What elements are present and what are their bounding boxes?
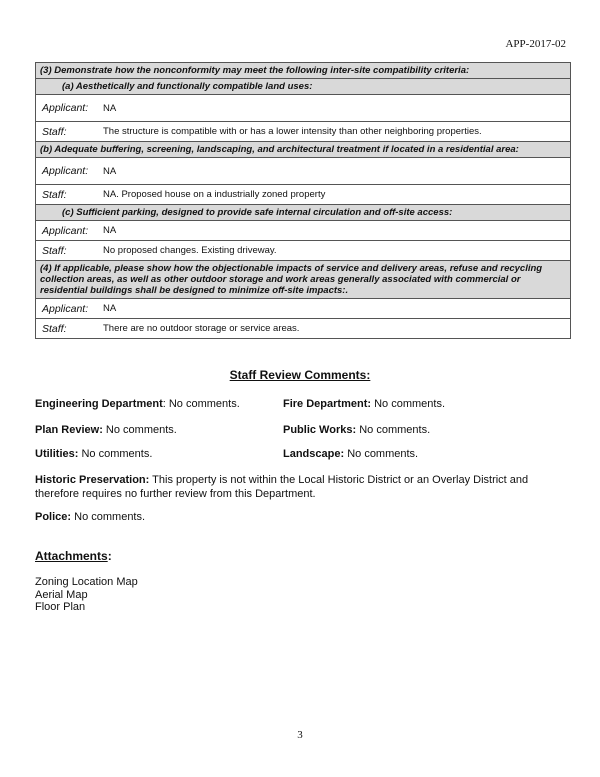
police-comment [35,511,145,523]
applicant-response: NA [103,102,117,114]
applicant-label: Applicant: [42,302,89,315]
utilities-text: No comments. [78,448,153,460]
staff-response: NA. Proposed house on a industrially zoned property [103,189,326,200]
staff-response: There are no outdoor storage or service areas. [103,323,300,334]
page-number: 3 [297,729,303,741]
staff-label: Staff: [42,322,67,335]
criterion-c-header: (c) Sufficient parking, designed to provide safe internal circulation and off-site access: [36,205,571,221]
criterion-b-header: (b) Adequate buffering, screening, landscaping, and architectural treatment if located in a residential area: [36,142,571,158]
criterion-a-applicant-row [36,95,571,122]
public-works-label: Public Works: [283,424,357,436]
attachment-item: Floor Plan [35,601,86,613]
attachment-item: Aerial Map [35,589,88,601]
public-works-text: No comments. [356,424,431,436]
criterion-c-staff-row [36,241,571,261]
staff-label: Staff: [42,125,67,138]
criterion-c-applicant-row [36,221,571,241]
criterion-4-applicant-row [36,299,571,319]
utilities-comment [35,448,152,460]
criterion-4-staff-row [36,319,571,339]
landscape-comment [283,448,418,460]
utilities-label: Utilities: [35,448,79,460]
fire-comment [283,398,445,410]
historic-preservation-label: Historic Preservation: [35,474,150,486]
applicant-response: NA [103,225,117,236]
applicant-response: NA [103,165,117,177]
fire-label: Fire Department: [283,398,372,410]
applicant-label: Applicant: [42,165,89,177]
attachments-colon: : [107,549,112,563]
criterion-a-header: (a) Aesthetically and functionally compatible land uses: [36,79,571,95]
applicant-label: Applicant: [42,224,89,237]
staff-label: Staff: [42,244,67,257]
police-label: Police: [35,511,72,523]
plan-review-comment [35,424,177,436]
historic-preservation-comment [35,473,555,501]
engineering-label: Engineering Department [35,398,163,410]
staff-label: Staff: [42,188,67,201]
applicant-response: NA [103,303,117,314]
fire-text: No comments. [371,398,445,410]
compatibility-criteria-table [35,62,571,339]
criterion-3-header: (3) Demonstrate how the nonconformity may meet the following inter-site compatibility criteria: [36,63,571,79]
criterion-4-header: (4) If applicable, please show how the objectionable impacts of service and delivery areas, refuse and recycling collection areas, as well as other outdoor storage and work areas generally associated with commercial or residential buildings shall be designed to minimize off-site impacts:. [36,261,571,299]
engineering-text: : No comments. [162,398,240,410]
attachments-title: Attachments [35,549,108,563]
engineering-comment [35,398,240,410]
plan-review-text: No comments. [102,424,177,436]
staff-review-title: Staff Review Comments: [229,368,371,382]
staff-response: No proposed changes. Existing driveway. [103,245,277,256]
landscape-text: No comments. [344,448,419,460]
landscape-label: Landscape: [283,448,345,460]
criterion-b-staff-row [36,185,571,205]
attachments-heading [35,549,112,563]
attachment-item: Zoning Location Map [35,576,138,588]
historic-preservation-text: This property is not within the Local Historic District or an Overlay District and therefore requires no further review from this Department. [35,474,529,500]
public-works-comment [283,424,430,436]
applicant-label: Applicant: [42,102,89,114]
plan-review-label: Plan Review: [35,424,103,436]
staff-response: The structure is compatible with or has a lower intensity than other neighboring properties. [103,126,482,137]
criterion-b-applicant-row [36,158,571,185]
criterion-a-staff-row [36,122,571,142]
application-number: APP-2017-02 [505,38,566,50]
police-text: No comments. [71,511,146,523]
